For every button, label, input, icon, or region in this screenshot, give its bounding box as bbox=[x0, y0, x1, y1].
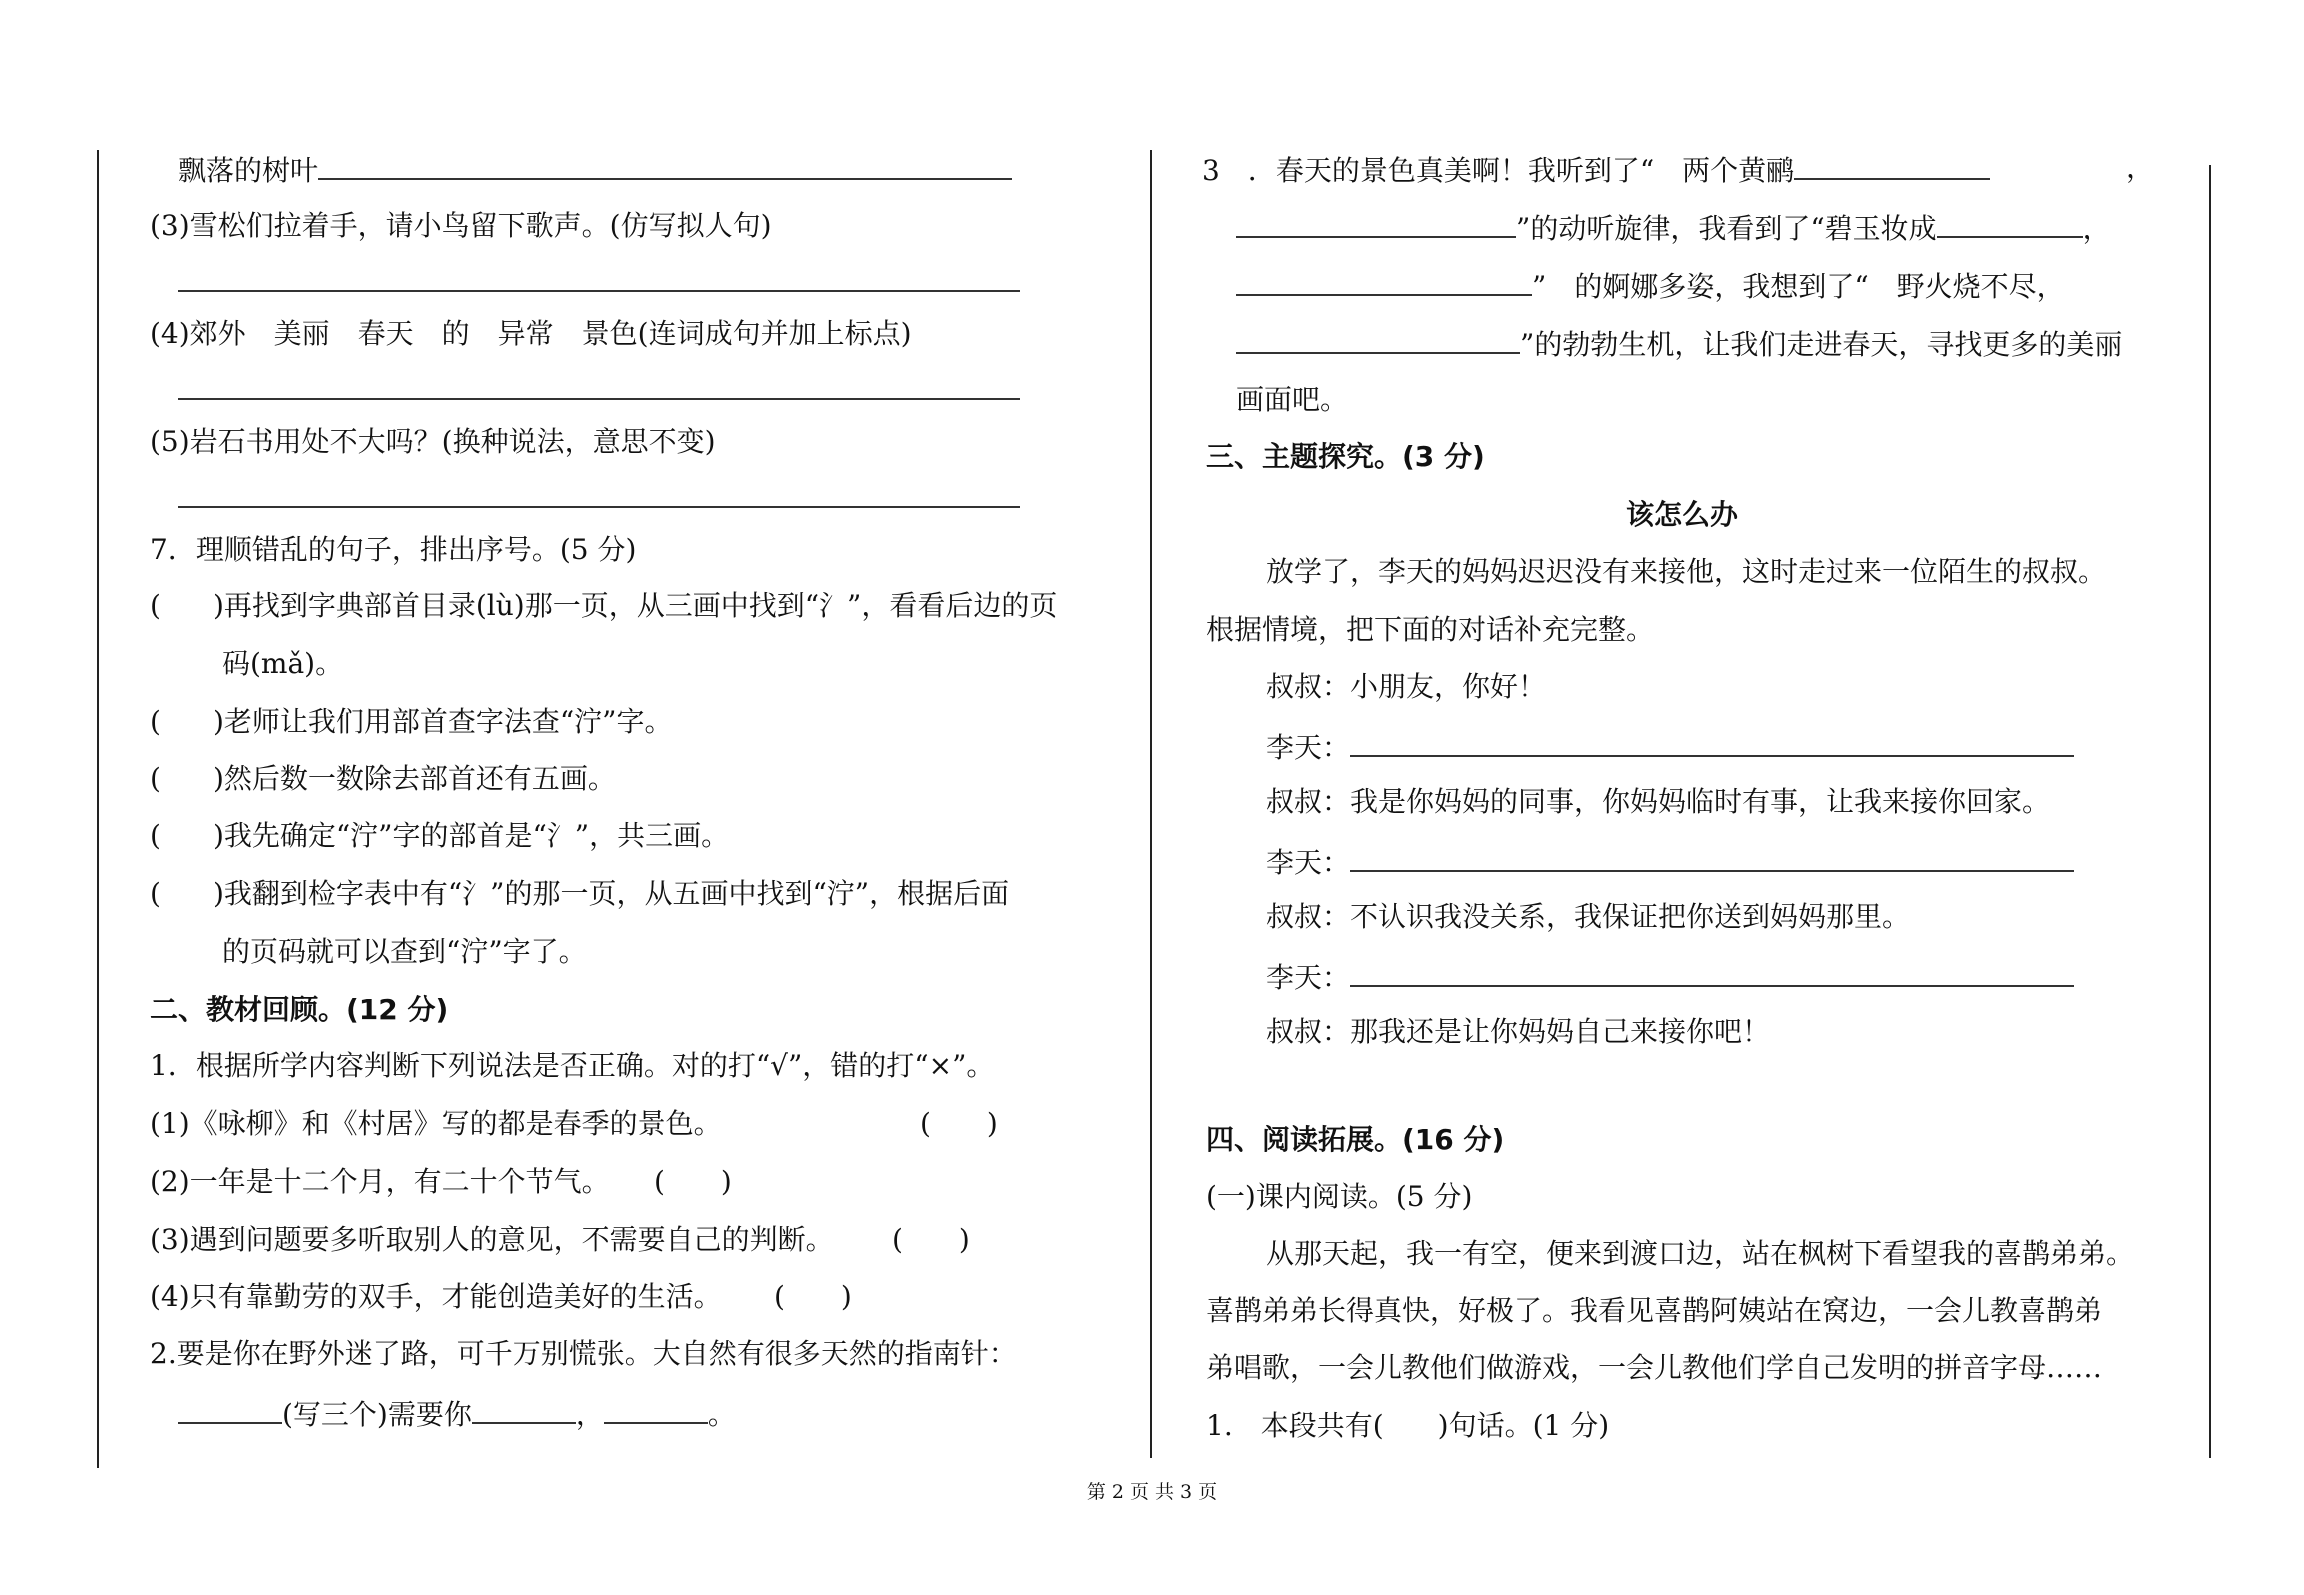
judge-4: (4)只有靠勤劳的双手，才能创造美好的生活。 bbox=[150, 1280, 722, 1313]
section-3-heading: 该怎么办 bbox=[1625, 498, 1738, 531]
q7-item-3: ( )然后数一数除去部首还有五画。 bbox=[150, 762, 616, 795]
q3-line-2: ”的动听旋律，我看到了“碧玉妆成 ， bbox=[1236, 206, 2111, 249]
answer-blank[interactable] bbox=[1350, 840, 2074, 872]
q7-item-5: ( )我翻到检字表中有“氵”的那一页，从五画中找到“泞”，根据后面 bbox=[150, 877, 1010, 910]
dialog-line-2: 李天： bbox=[1266, 725, 2074, 768]
dialog-line-6: 李天： bbox=[1266, 955, 2074, 998]
right-margin-rule bbox=[2209, 165, 2211, 1458]
dialog-line-3: 叔叔：我是你妈妈的同事，你妈妈临时有事，让我来接你回家。 bbox=[1266, 785, 2051, 818]
q6-4-answer-line[interactable] bbox=[178, 368, 1020, 411]
left-margin-rule bbox=[97, 150, 99, 1468]
q7-item-5-cont: 的页码就可以查到“泞”字了。 bbox=[222, 935, 587, 968]
q7-title: 7．理顺错乱的句子，排出序号。(5 分) bbox=[150, 533, 637, 566]
q7-item-1-cont: 码(mǎ)。 bbox=[222, 647, 344, 680]
q6-3: (3)雪松们拉着手，请小鸟留下歌声。(仿写拟人句) bbox=[150, 209, 772, 242]
page-footer: 第 2 页 共 3 页 bbox=[1086, 1481, 1218, 1503]
answer-blank[interactable] bbox=[604, 1392, 708, 1424]
section-4-sub: (一)课内阅读。(5 分) bbox=[1206, 1180, 1473, 1213]
q6-leaf-label: 飘落的树叶 bbox=[178, 154, 319, 187]
passage-line-2: 喜鹊弟弟长得真快，好极了。我看见喜鹊阿姨站在窝边，一会儿教喜鹊弟 bbox=[1206, 1294, 2103, 1327]
dialog-line-4: 李天： bbox=[1266, 840, 2074, 883]
sec2-q2: 2.要是你在野外迷了路，可千万别慌张。大自然有很多天然的指南针： bbox=[150, 1337, 1017, 1370]
judge-3-paren[interactable]: ( ) bbox=[892, 1223, 970, 1256]
sec3-intro-2: 根据情境，把下面的对话补充完整。 bbox=[1206, 613, 1655, 646]
judge-2: (2)一年是十二个月，有二十个节气。 bbox=[150, 1165, 610, 1198]
sec2-q2-blanks: (写三个)需要你 ， 。 bbox=[178, 1392, 736, 1435]
dialog-line-1: 叔叔：小朋友，你好！ bbox=[1266, 670, 1547, 703]
answer-blank[interactable] bbox=[472, 1392, 576, 1424]
sec3-intro-1: 放学了，李天的妈妈迟迟没有来接他，这时走过来一位陌生的叔叔。 bbox=[1266, 555, 2107, 588]
answer-blank[interactable] bbox=[1236, 206, 1516, 238]
section-4-title: 四、阅读拓展。(16 分) bbox=[1206, 1123, 1505, 1156]
q6-3-answer-line[interactable] bbox=[178, 260, 1020, 303]
q3-line-1: 3 ．春天的景色真美啊！我听到了“ 两个黄鹂 bbox=[1202, 148, 1990, 191]
dialog-line-5: 叔叔：不认识我没关系，我保证把你送到妈妈那里。 bbox=[1266, 900, 1911, 933]
judge-3: (3)遇到问题要多听取别人的意见，不需要自己的判断。 bbox=[150, 1223, 834, 1256]
answer-blank[interactable] bbox=[1350, 955, 2074, 987]
q6-4: (4)郊外 美丽 春天 的 异常 景色(连词成句并加上标点) bbox=[150, 317, 912, 350]
q7-item-1: ( )再找到字典部首目录(lù)那一页，从三画中找到“氵”，看看后边的页 bbox=[150, 589, 1058, 622]
q3-line-4: ”的勃勃生机，让我们走进春天，寻找更多的美丽 bbox=[1236, 322, 2122, 365]
passage-line-3: 弟唱歌，一会儿教他们做游戏，一会儿教他们学自己发明的拼音字母…… bbox=[1206, 1351, 2103, 1384]
q6-leaf-line bbox=[178, 148, 1012, 191]
dialog-line-7: 叔叔：那我还是让你妈妈自己来接你吧！ bbox=[1266, 1015, 1771, 1048]
answer-blank[interactable] bbox=[178, 1392, 282, 1424]
q3-line-5: 画面吧。 bbox=[1236, 383, 1349, 416]
answer-blank[interactable] bbox=[1236, 322, 1520, 354]
q6-5: (5)岩石书用处不大吗？(换种说法，意思不变) bbox=[150, 425, 716, 458]
sec2-q1: 1．根据所学内容判断下列说法是否正确。对的打“√”，错的打“×”。 bbox=[150, 1049, 995, 1082]
judge-4-paren[interactable]: ( ) bbox=[774, 1280, 852, 1313]
judge-1-paren[interactable]: ( ) bbox=[920, 1107, 998, 1140]
section-2-title: 二、教材回顾。(12 分) bbox=[150, 993, 449, 1026]
q7-item-4: ( )我先确定“泞”字的部首是“氵”，共三画。 bbox=[150, 819, 730, 852]
q6-5-answer-line[interactable] bbox=[178, 476, 1020, 519]
center-divider-rule bbox=[1150, 150, 1152, 1458]
q7-item-2: ( )老师让我们用部首查字法查“泞”字。 bbox=[150, 705, 673, 738]
judge-2-paren[interactable]: ( ) bbox=[654, 1165, 732, 1198]
judge-1: (1)《咏柳》和《村居》写的都是春季的景色。 bbox=[150, 1107, 722, 1140]
answer-blank[interactable] bbox=[1937, 206, 2083, 238]
q1-sentence-count: 1. 本段共有( )句话。(1 分) bbox=[1206, 1409, 1610, 1442]
answer-blank[interactable] bbox=[1350, 725, 2074, 757]
q3-line-3: ” 的婀娜多姿，我想到了“ 野火烧不尽， bbox=[1236, 264, 2065, 307]
answer-blank[interactable] bbox=[1236, 264, 1532, 296]
section-3-title: 三、主题探究。(3 分) bbox=[1206, 440, 1485, 473]
passage-line-1: 从那天起，我一有空，便来到渡口边，站在枫树下看望我的喜鹊弟弟。 bbox=[1266, 1237, 2135, 1270]
answer-blank[interactable] bbox=[318, 148, 1012, 180]
q3-comma: ， bbox=[2126, 151, 2155, 184]
answer-blank[interactable] bbox=[1794, 148, 1990, 180]
